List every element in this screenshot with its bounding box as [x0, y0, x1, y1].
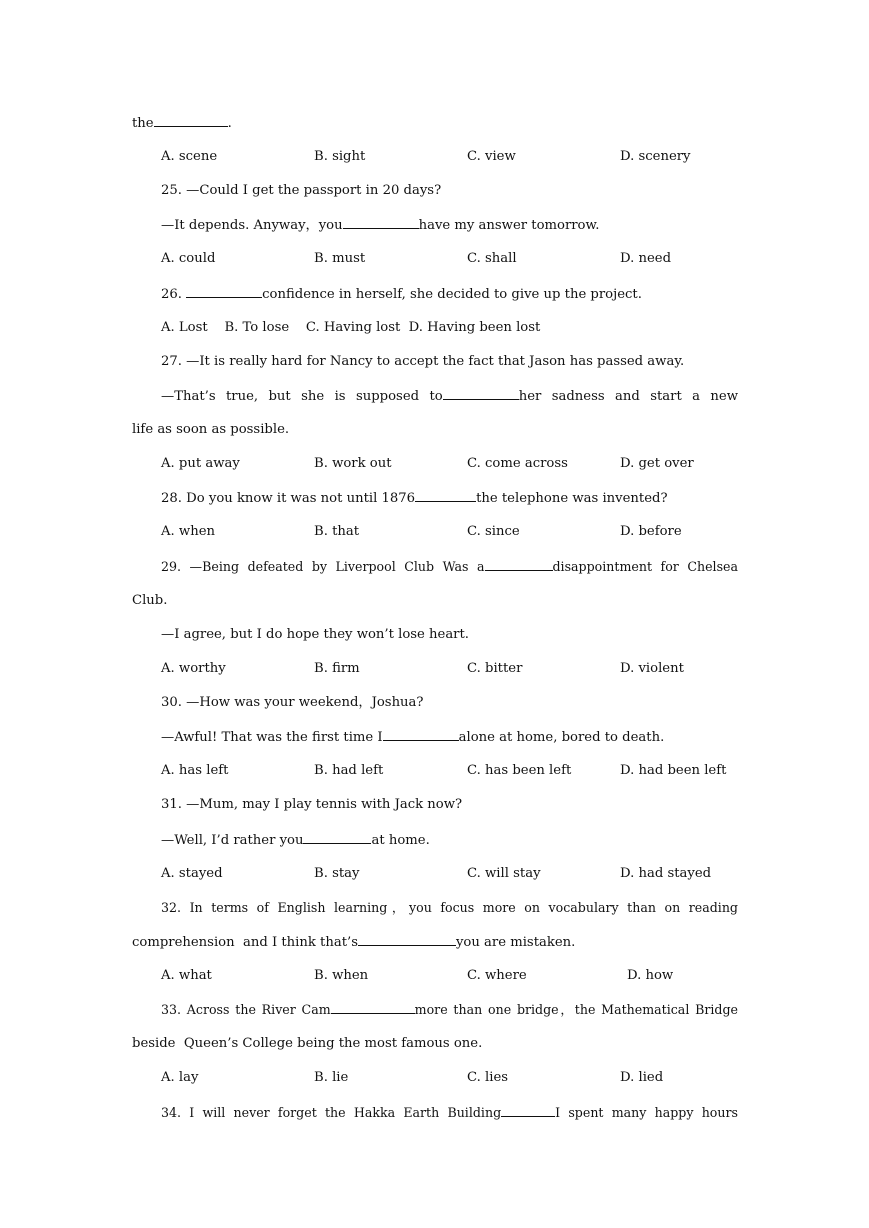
- question-31-reply: —Well, I’d rather you at home.: [161, 830, 738, 851]
- question-27: 27. —It is really hard for Nancy to accept the fact that Jason has passed away.: [161, 354, 685, 369]
- answer-blank: [154, 113, 228, 127]
- question-30-reply: —Awful! That was the first time I alone at home, bored to death.: [161, 727, 738, 748]
- option-d: D. need: [620, 251, 672, 266]
- question-28: 28. Do you know it was not until 1876 the telephone was invented?: [161, 488, 738, 509]
- option-b: B. had left: [314, 763, 384, 778]
- option-c: C. where: [467, 968, 527, 983]
- question-25-reply: —It depends. Anyway，you have my answer tomorrow.: [161, 215, 738, 236]
- answer-blank: [186, 284, 262, 298]
- answer-blank: [501, 1103, 555, 1117]
- answer-blank: [358, 932, 456, 946]
- question-26: 26. confidence in herself, she decided to give up the project.: [161, 284, 738, 305]
- answer-blank: [343, 215, 419, 229]
- option-a: A. has left: [161, 763, 229, 778]
- question-33-continued: beside Queen’s College being the most famous one.: [132, 1036, 483, 1051]
- option-c: C. will stay: [467, 866, 541, 881]
- question-32: 32. In terms of English learning，you focus more on vocabulary than on reading: [161, 900, 738, 915]
- option-d: D. violent: [620, 661, 684, 676]
- options-q26: A. Lost B. To lose C. Having lost D. Having been lost: [161, 320, 541, 335]
- question-31: 31. —Mum, may I play tennis with Jack now?: [161, 797, 463, 812]
- answer-blank: [303, 830, 371, 844]
- option-a: A. what: [161, 968, 212, 983]
- answer-blank: [331, 1000, 415, 1014]
- option-a: A. lay: [161, 1070, 199, 1085]
- question-32-continued: comprehension and I think that’s you are mistaken.: [132, 932, 738, 953]
- text-line: the .: [132, 113, 738, 134]
- option-d: D. had been left: [620, 763, 727, 778]
- option-c: C. shall: [467, 251, 517, 266]
- option-b: B. stay: [314, 866, 360, 881]
- option-a: A. when: [161, 524, 215, 539]
- answer-blank: [485, 557, 553, 571]
- option-b: B. sight: [314, 149, 366, 164]
- question-27-reply: —That’s true, but she is supposed to her sadness and start a new: [161, 386, 738, 407]
- option-c: C. lies: [467, 1070, 509, 1085]
- option-c: C. since: [467, 524, 520, 539]
- option-d: D. get over: [620, 456, 694, 471]
- option-d: D. before: [620, 524, 682, 539]
- answer-blank: [415, 488, 476, 502]
- option-a: A. put away: [161, 456, 240, 471]
- question-29: 29. —Being defeated by Liverpool Club Was a disappointment for Chelsea: [161, 559, 738, 574]
- option-b: B. work out: [314, 456, 392, 471]
- question-34: 34. I will never forget the Hakka Earth Building I spent many happy hours: [161, 1105, 738, 1120]
- option-a: A. worthy: [161, 661, 226, 676]
- question-27-continued: life as soon as possible.: [132, 422, 290, 437]
- answer-blank: [443, 386, 519, 400]
- option-d: D. lied: [620, 1070, 664, 1085]
- question-29-continued: Club.: [132, 593, 168, 608]
- option-d: D. had stayed: [620, 866, 712, 881]
- question-30: 30. —How was your weekend，Joshua?: [161, 695, 424, 710]
- option-b: B. lie: [314, 1070, 349, 1085]
- option-c: C. view: [467, 149, 516, 164]
- option-d: D. scenery: [620, 149, 691, 164]
- option-c: C. bitter: [467, 661, 523, 676]
- answer-blank: [383, 727, 459, 741]
- option-b: B. when: [314, 968, 369, 983]
- option-b: B. must: [314, 251, 366, 266]
- option-a: A. stayed: [161, 866, 223, 881]
- option-b: B. firm: [314, 661, 360, 676]
- option-d: D. how: [627, 968, 674, 983]
- question-25: 25. —Could I get the passport in 20 days?: [161, 183, 442, 198]
- option-c: C. come across: [467, 456, 568, 471]
- question-33: 33. Across the River Cam more than one bridge，the Mathematical Bridge: [161, 1002, 739, 1017]
- question-29-reply: —I agree, but I do hope they won’t lose heart.: [161, 627, 469, 642]
- option-b: B. that: [314, 524, 360, 539]
- option-a: A. could: [161, 251, 216, 266]
- option-c: C. has been left: [467, 763, 572, 778]
- option-a: A. scene: [161, 149, 218, 164]
